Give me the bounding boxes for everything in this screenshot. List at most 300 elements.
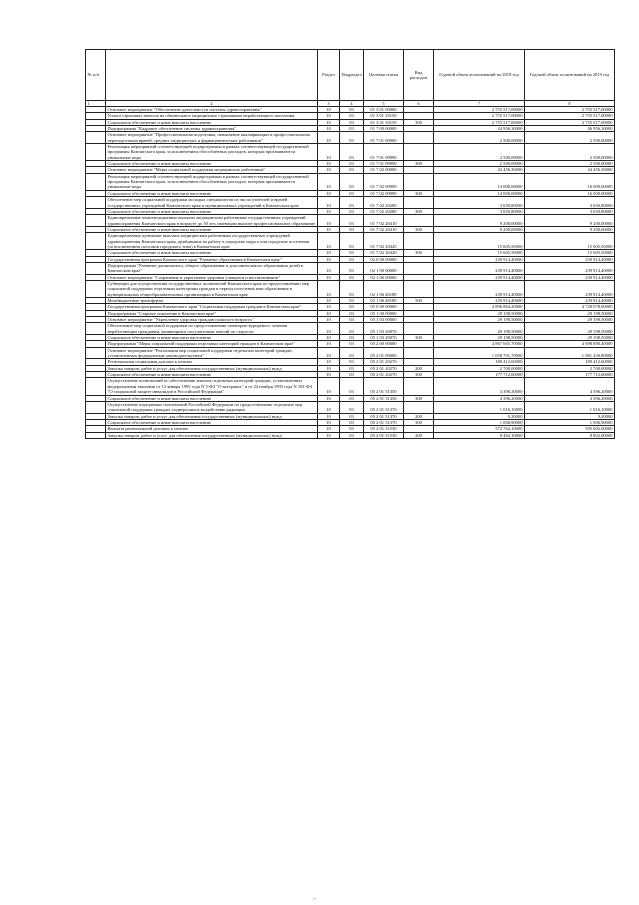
cell-podrazdel: 03 xyxy=(340,190,364,196)
cell-podrazdel: 03 xyxy=(340,226,364,232)
cell-vid xyxy=(404,197,434,209)
cell-target: 01 7 02 20280 xyxy=(364,208,404,214)
cell-razdel: 10 xyxy=(318,197,340,209)
cell-vid xyxy=(404,401,434,413)
col-header-2019: Годовой объем ассигнований на 2019 год xyxy=(525,50,615,101)
col-index: 1 xyxy=(86,101,106,107)
cell-2019: 9 200,00000 xyxy=(525,215,615,227)
cell-name: Закупка товаров, работ и услуг для обеспечения государственных (муниципальных) нужд xyxy=(106,413,318,419)
cell-name: Социальное обеспечение и иные выплаты населению xyxy=(106,161,318,167)
cell-vid: 300 xyxy=(404,119,434,125)
cell-target: 05 2 01 20270 xyxy=(364,365,404,371)
cell-2019: 46 956,30000 xyxy=(525,126,615,132)
cell-razdel: 10 xyxy=(318,280,340,297)
cell-target: 01 7 01 09990 xyxy=(364,161,404,167)
cell-target: 01 7 02 20420 xyxy=(364,250,404,256)
cell-name: Основное мероприятие "Профессиональная подготовка, повышение квалификации и профессиональная переподготовка врачей, средних медицинских и фармацевтических работников" xyxy=(106,132,318,144)
cell-razdel: 10 xyxy=(318,310,340,316)
cell-name: Социальное обеспечение и иные выплаты населению xyxy=(106,190,318,196)
table-row xyxy=(86,197,615,209)
cell-2018: 8 462,10000 xyxy=(434,432,525,438)
cell-target: 02 1 06 40180 xyxy=(364,298,404,304)
cell-razdel: 10 xyxy=(318,126,340,132)
cell-2019: 2 700,00000 xyxy=(525,365,615,371)
cell-num xyxy=(86,378,106,395)
cell-2018: 14 000,00000 xyxy=(434,190,525,196)
cell-num xyxy=(86,347,106,359)
cell-podrazdel: 03 xyxy=(340,372,364,378)
cell-razdel: 10 xyxy=(318,144,340,161)
cell-num xyxy=(86,215,106,227)
cell-name: Обеспечение мер социальной поддержки молодых специалистов из числа учителей и врачей государственных учреждений Камчатского края и муниципальных учреждений в Камчатском крае xyxy=(106,197,318,209)
cell-2019: 15 605,50000 xyxy=(525,233,615,250)
cell-2019: 2 755 517,00000 xyxy=(525,119,615,125)
cell-razdel: 10 xyxy=(318,161,340,167)
cell-2018: 29 198,50000 xyxy=(434,310,525,316)
cell-razdel: 10 xyxy=(318,256,340,262)
cell-target: 01 7 01 00000 xyxy=(364,132,404,144)
cell-2019: 2 500,00000 xyxy=(525,144,615,161)
cell-razdel: 10 xyxy=(318,395,340,401)
cell-2019: 239 914,40000 xyxy=(525,274,615,280)
table-row xyxy=(86,233,615,250)
cell-2018: 4 867 665,70000 xyxy=(434,341,525,347)
cell-target: 05 1 03 20070 xyxy=(364,335,404,341)
cell-2019: 29 198,50000 xyxy=(525,310,615,316)
cell-podrazdel: 03 xyxy=(340,310,364,316)
cell-2018: 29 198,50000 xyxy=(434,335,525,341)
cell-vid xyxy=(404,323,434,335)
cell-2018: 180 412,60000 xyxy=(434,359,525,365)
col-header-num: № п/п xyxy=(86,50,106,101)
cell-vid: 200 xyxy=(404,432,434,438)
cell-2018: 4 896 864,20000 xyxy=(434,304,525,310)
cell-2018: 2 755 517,00000 xyxy=(434,107,525,113)
cell-name: Государственная программа Камчатского края "Социальная поддержка граждан в Камчатском крае" xyxy=(106,304,318,310)
cell-name: Социальное обеспечение и иные выплаты населению xyxy=(106,395,318,401)
cell-podrazdel: 03 xyxy=(340,359,364,365)
cell-name: Социальное обеспечение и иные выплаты населению xyxy=(106,119,318,125)
cell-name: Социальное обеспечение и иные выплаты населению xyxy=(106,208,318,214)
cell-name: Обеспечение мер социальной поддержки по предоставлению санаторно-курортного лечения неработающим гражданам, являющимся получателями пенсий по старости xyxy=(106,323,318,335)
cell-num xyxy=(86,132,106,144)
cell-razdel: 10 xyxy=(318,298,340,304)
cell-name: Единовременные компенсационные выплаты медицинским работникам государственных учреждений здравоохранения Камчатского края в возрасте до 50 лет, имеющим высшее профессиональное образование xyxy=(106,215,318,227)
col-index: 7 xyxy=(434,101,525,107)
cell-name: Основное мероприятие "Сохранение и укрепление здоровья учащихся и воспитанников" xyxy=(106,274,318,280)
cell-2018: 1 006,90000 xyxy=(434,419,525,425)
cell-name: Социальное обеспечение и иные выплаты населению xyxy=(106,250,318,256)
cell-name: Субвенции для осуществления государственных полномочий Камчатского края по предоставлению мер социальной поддержки отдельным категориям граждан в период получения ими образования в муниципальных общеобразовательных организациях в Камчатском крае xyxy=(106,280,318,297)
cell-razdel: 10 xyxy=(318,304,340,310)
cell-name: Основное мероприятие "Обеспечение деятельности системы здравоохранения" xyxy=(106,107,318,113)
cell-vid: 300 xyxy=(404,226,434,232)
cell-target: 05 2 01 51370 xyxy=(364,413,404,419)
cell-2018: 572 762,10000 xyxy=(434,426,525,432)
cell-2019: 15 605,50000 xyxy=(525,250,615,256)
cell-razdel: 10 xyxy=(318,233,340,250)
cell-name: Уплата страховых взносов на обязательное медицинское страхование неработающего населения xyxy=(106,113,318,119)
cell-vid xyxy=(404,144,434,161)
cell-2018: 15 605,50000 xyxy=(434,250,525,256)
cell-razdel: 10 xyxy=(318,274,340,280)
cell-podrazdel: 03 xyxy=(340,347,364,359)
cell-vid xyxy=(404,378,434,395)
cell-target: 05 2 01 51370 xyxy=(364,419,404,425)
cell-2018: 239 914,40000 xyxy=(434,274,525,280)
cell-podrazdel: 03 xyxy=(340,378,364,395)
cell-num xyxy=(86,280,106,297)
cell-vid xyxy=(404,280,434,297)
table-row xyxy=(86,262,615,274)
cell-podrazdel: 03 xyxy=(340,335,364,341)
col-index: 6 xyxy=(404,101,434,107)
cell-razdel: 10 xyxy=(318,419,340,425)
cell-podrazdel: 03 xyxy=(340,113,364,119)
cell-2019: 1 006,90000 xyxy=(525,419,615,425)
cell-2019: 3 650,80000 xyxy=(525,197,615,209)
table-row xyxy=(86,144,615,161)
cell-target: 01 3 01 10150 xyxy=(364,119,404,125)
cell-2019: 2 500,00000 xyxy=(525,132,615,144)
cell-target: 01 7 02 00000 xyxy=(364,167,404,173)
cell-2018: 2 500,00000 xyxy=(434,144,525,161)
cell-2019: 239 914,40000 xyxy=(525,280,615,297)
cell-2019: 8 802,00000 xyxy=(525,432,615,438)
cell-vid xyxy=(404,173,434,190)
cell-razdel: 10 xyxy=(318,426,340,432)
cell-2018: 3 650,80000 xyxy=(434,197,525,209)
cell-podrazdel: 03 xyxy=(340,144,364,161)
cell-razdel: 10 xyxy=(318,372,340,378)
cell-name: Закупка товаров, работ и услуг для обеспечения государственных (муниципальных) нужд xyxy=(106,432,318,438)
cell-name: Региональная социальная доплата к пенсии xyxy=(106,359,318,365)
cell-2018: 177 712,60000 xyxy=(434,372,525,378)
cell-name: Единовременные денежные выплаты медицинским работникам государственных учреждений здравоохранения Камчатского края, прибывшим на работу в городские округа или городские поселения (за исключением поселков городского типа) в Камчатском крае xyxy=(106,233,318,250)
cell-2018: 239 914,40000 xyxy=(434,256,525,262)
cell-name: Подпрограмма "Кадровое обеспечение системы здравоохранения" xyxy=(106,126,318,132)
cell-2018: 9 200,00000 xyxy=(434,226,525,232)
cell-name: Подпрограмма "Развитие дошкольного, общего образования и дополнительного образования детей в Камчатском крае" xyxy=(106,262,318,274)
cell-vid: 300 xyxy=(404,395,434,401)
cell-2018: 239 914,40000 xyxy=(434,262,525,274)
cell-razdel: 10 xyxy=(318,262,340,274)
cell-podrazdel: 03 xyxy=(340,107,364,113)
table-row xyxy=(86,432,615,438)
cell-podrazdel: 03 xyxy=(340,119,364,125)
cell-target: 01 7 00 00000 xyxy=(364,126,404,132)
cell-target: 01 7 02 09990 xyxy=(364,173,404,190)
cell-name: Реализация мероприятий соответствующей подпрограммы в рамках соответствующей государственной программы Камчатского края, за исключением обособленных расходов, которым присваиваются уникальные коды xyxy=(106,144,318,161)
cell-2019: 29 198,50000 xyxy=(525,317,615,323)
cell-target: 01 7 01 09990 xyxy=(364,144,404,161)
cell-2019: 9,20000 xyxy=(525,413,615,419)
table-row xyxy=(86,347,615,359)
cell-target: 05 1 00 00000 xyxy=(364,310,404,316)
cell-vid xyxy=(404,233,434,250)
cell-vid: 300 xyxy=(404,372,434,378)
cell-podrazdel: 03 xyxy=(340,298,364,304)
cell-vid: 200 xyxy=(404,365,434,371)
cell-2018: 2 500,00000 xyxy=(434,161,525,167)
cell-name: Социальное обеспечение и иные выплаты населению xyxy=(106,226,318,232)
cell-2018: 239 914,40000 xyxy=(434,298,525,304)
cell-razdel: 10 xyxy=(318,317,340,323)
cell-2018: 1 058 701,70000 xyxy=(434,347,525,359)
col-index: 8 xyxy=(525,101,615,107)
cell-2019: 9 200,00000 xyxy=(525,226,615,232)
cell-vid: 300 xyxy=(404,161,434,167)
cell-2018: 2 700,00000 xyxy=(434,365,525,371)
cell-2018: 2 755 517,00000 xyxy=(434,113,525,119)
cell-2019: 595 602,00000 xyxy=(525,426,615,432)
cell-name: Выплата региональной доплаты к пенсии xyxy=(106,426,318,432)
cell-2018: 42 456,30000 xyxy=(434,167,525,173)
cell-num xyxy=(86,323,106,335)
cell-razdel: 10 xyxy=(318,119,340,125)
cell-target: 02 0 00 00000 xyxy=(364,256,404,262)
cell-podrazdel: 03 xyxy=(340,304,364,310)
cell-podrazdel: 03 xyxy=(340,274,364,280)
cell-razdel: 10 xyxy=(318,341,340,347)
cell-2018: 239 914,40000 xyxy=(434,280,525,297)
cell-target: 05 2 01 51530 xyxy=(364,426,404,432)
cell-target: 05 2 01 51530 xyxy=(364,432,404,438)
table-row xyxy=(86,173,615,190)
cell-target: 05 0 00 00000 xyxy=(364,304,404,310)
col-header-vid: Вид расходов xyxy=(404,50,434,101)
cell-podrazdel: 03 xyxy=(340,280,364,297)
cell-vid xyxy=(404,347,434,359)
cell-podrazdel: 03 xyxy=(340,432,364,438)
cell-name: Социальное обеспечение и иные выплаты населению xyxy=(106,372,318,378)
cell-podrazdel: 03 xyxy=(340,365,364,371)
cell-vid xyxy=(404,262,434,274)
cell-target: 01 3 01 10150 xyxy=(364,113,404,119)
cell-vid: 300 xyxy=(404,419,434,425)
cell-vid: 300 xyxy=(404,190,434,196)
cell-num xyxy=(86,173,106,190)
cell-2018: 29 198,50000 xyxy=(434,323,525,335)
col-header-2018: Годовой объем ассигнований на 2018 год xyxy=(434,50,525,101)
cell-target: 05 2 01 51350 xyxy=(364,378,404,395)
cell-2019: 239 914,40000 xyxy=(525,298,615,304)
cell-podrazdel: 03 xyxy=(340,208,364,214)
cell-2019: 2 755 517,00000 xyxy=(525,113,615,119)
cell-2018: 4 396,20000 xyxy=(434,378,525,395)
cell-2019: 44 456,30000 xyxy=(525,167,615,173)
cell-2018: 44 956,30000 xyxy=(434,126,525,132)
cell-name: Осуществление полномочий по обеспечению жильем отдельных категорий граждан, установленных федеральными законами от 12 января 1995 года N 5-ФЗ "О ветеранах" и от 24 ноября 1995 года N 181-ФЗ "О социальной защите инвалидов в Российской Федерации" xyxy=(106,378,318,395)
cell-podrazdel: 03 xyxy=(340,173,364,190)
col-index: 3 xyxy=(318,101,340,107)
budget-document xyxy=(85,49,614,439)
table-row xyxy=(86,132,615,144)
cell-num xyxy=(86,197,106,209)
budget-table xyxy=(85,49,615,439)
cell-target: 02 1 00 00000 xyxy=(364,262,404,274)
cell-2019: 1 081 430,80000 xyxy=(525,347,615,359)
cell-name: Основное мероприятие "Меры социальной поддержки медицинских работников" xyxy=(106,167,318,173)
cell-2019: 177 712,60000 xyxy=(525,372,615,378)
cell-vid: 300 xyxy=(404,250,434,256)
cell-2018: 9,20000 xyxy=(434,413,525,419)
cell-podrazdel: 03 xyxy=(340,262,364,274)
cell-podrazdel: 03 xyxy=(340,167,364,173)
cell-2019: 239 914,40000 xyxy=(525,256,615,262)
cell-2018: 29 198,50000 xyxy=(434,317,525,323)
cell-podrazdel: 03 xyxy=(340,132,364,144)
cell-podrazdel: 03 xyxy=(340,215,364,227)
cell-target: 05 1 03 00000 xyxy=(364,317,404,323)
cell-2018: 2 755 517,00000 xyxy=(434,119,525,125)
cell-podrazdel: 03 xyxy=(340,419,364,425)
cell-target: 05 2 01 20270 xyxy=(364,372,404,378)
cell-target: 05 2 01 20270 xyxy=(364,359,404,365)
cell-podrazdel: 03 xyxy=(340,250,364,256)
cell-2019: 4 698 880,40000 xyxy=(525,341,615,347)
cell-2018: 4 396,20000 xyxy=(434,395,525,401)
table-row xyxy=(86,378,615,395)
cell-razdel: 10 xyxy=(318,365,340,371)
cell-2018: 3 650,80000 xyxy=(434,208,525,214)
page-mark: ~ xyxy=(313,897,317,903)
cell-2018: 2 500,00000 xyxy=(434,132,525,144)
cell-2019: 16 000,00000 xyxy=(525,173,615,190)
cell-razdel: 10 xyxy=(318,215,340,227)
cell-name: Основное мероприятие "Реализация мер социальной поддержки отдельных категорий граждан, установленных федеральным законодательством" xyxy=(106,347,318,359)
cell-podrazdel: 03 xyxy=(340,317,364,323)
cell-vid xyxy=(404,132,434,144)
cell-2019: 180 412,60000 xyxy=(525,359,615,365)
cell-name: Осуществление переданных полномочий Российской Федерации по предоставлению отдельных мер социальной поддержки граждан, подвергшихся воздействию радиации xyxy=(106,401,318,413)
cell-razdel: 10 xyxy=(318,132,340,144)
cell-name: Подпрограмма "Старшее поколение в Камчатском крае" xyxy=(106,310,318,316)
cell-2019: 4 728 078,90000 xyxy=(525,304,615,310)
cell-name: Основное мероприятие "Укрепление здоровья граждан пожилого возраста " xyxy=(106,317,318,323)
col-index: 4 xyxy=(340,101,364,107)
cell-podrazdel: 03 xyxy=(340,341,364,347)
table-row xyxy=(86,323,615,335)
cell-podrazdel: 03 xyxy=(340,161,364,167)
cell-target: 05 2 01 51370 xyxy=(364,401,404,413)
cell-2019: 16 000,00000 xyxy=(525,190,615,196)
cell-2019: 4 396,20000 xyxy=(525,395,615,401)
cell-target: 05 1 03 20070 xyxy=(364,323,404,335)
cell-podrazdel: 03 xyxy=(340,126,364,132)
cell-vid: 200 xyxy=(404,413,434,419)
cell-vid xyxy=(404,215,434,227)
cell-target: 02 1 06 00000 xyxy=(364,274,404,280)
cell-target: 01 3 01 00000 xyxy=(364,107,404,113)
cell-razdel: 10 xyxy=(318,113,340,119)
cell-razdel: 10 xyxy=(318,347,340,359)
cell-num xyxy=(86,233,106,250)
cell-target: 05 2 00 00000 xyxy=(364,341,404,347)
cell-2019: 29 198,50000 xyxy=(525,335,615,341)
col-header-name xyxy=(106,50,318,101)
cell-vid: 300 xyxy=(404,208,434,214)
cell-podrazdel: 03 xyxy=(340,233,364,250)
cell-target: 01 7 02 09990 xyxy=(364,190,404,196)
cell-name: Закупка товаров, работ и услуг для обеспечения государственных (муниципальных) нужд xyxy=(106,365,318,371)
cell-2018: 15 605,50000 xyxy=(434,233,525,250)
cell-target: 05 2 01 51350 xyxy=(364,395,404,401)
cell-2019: 2 500,00000 xyxy=(525,161,615,167)
cell-razdel: 10 xyxy=(318,173,340,190)
table-row xyxy=(86,401,615,413)
cell-razdel: 10 xyxy=(318,107,340,113)
cell-podrazdel: 03 xyxy=(340,256,364,262)
table-row xyxy=(86,215,615,227)
cell-razdel: 10 xyxy=(318,413,340,419)
cell-podrazdel: 03 xyxy=(340,401,364,413)
cell-razdel: 10 xyxy=(318,335,340,341)
cell-name: Реализация мероприятий соответствующей подпрограммы в рамках соответствующей государственной программы Камчатского края, за исключением обособленных расходов, которым присваиваются уникальные коды xyxy=(106,173,318,190)
cell-2018: 14 000,00000 xyxy=(434,173,525,190)
cell-razdel: 10 xyxy=(318,323,340,335)
cell-num xyxy=(86,144,106,161)
cell-razdel: 10 xyxy=(318,167,340,173)
cell-name: Социальное обеспечение и иные выплаты населению xyxy=(106,335,318,341)
cell-2019: 239 914,40000 xyxy=(525,262,615,274)
col-index: 2 xyxy=(106,101,318,107)
cell-2019: 2 755 517,00000 xyxy=(525,107,615,113)
cell-podrazdel: 03 xyxy=(340,323,364,335)
cell-2018: 9 200,00000 xyxy=(434,215,525,227)
table-body xyxy=(86,107,615,439)
cell-name: Социальное обеспечение и иные выплаты населению xyxy=(106,419,318,425)
cell-podrazdel: 03 xyxy=(340,413,364,419)
cell-name: Подпрограмма "Меры социальной поддержки отдельных категорий граждан в Камчатском крае" xyxy=(106,341,318,347)
cell-target: 02 1 06 40180 xyxy=(364,280,404,297)
col-header-razdel: Раздел xyxy=(318,50,340,101)
col-header-podrazdel: Подраздел xyxy=(340,50,364,101)
cell-razdel: 10 xyxy=(318,226,340,232)
cell-vid: 300 xyxy=(404,335,434,341)
cell-num xyxy=(86,401,106,413)
cell-vid: 500 xyxy=(404,298,434,304)
col-header-target: Целевая статья xyxy=(364,50,404,101)
cell-num xyxy=(86,262,106,274)
cell-num xyxy=(86,432,106,438)
cell-podrazdel: 03 xyxy=(340,426,364,432)
col-index: 5 xyxy=(364,101,404,107)
cell-name: Межбюджетные трансферты xyxy=(106,298,318,304)
table-header-row xyxy=(86,50,615,101)
cell-2018: 1 016,10000 xyxy=(434,401,525,413)
cell-2019: 3 650,80000 xyxy=(525,208,615,214)
cell-target: 01 7 02 20410 xyxy=(364,226,404,232)
cell-razdel: 10 xyxy=(318,359,340,365)
cell-razdel: 10 xyxy=(318,432,340,438)
cell-target: 01 7 02 20420 xyxy=(364,233,404,250)
cell-target: 01 7 02 20280 xyxy=(364,197,404,209)
cell-2019: 4 396,20000 xyxy=(525,378,615,395)
cell-razdel: 10 xyxy=(318,250,340,256)
cell-name: Государственная программа Камчатского края "Развитие образования в Камчатском крае" xyxy=(106,256,318,262)
cell-razdel: 10 xyxy=(318,401,340,413)
cell-razdel: 10 xyxy=(318,378,340,395)
table-row xyxy=(86,280,615,297)
cell-podrazdel: 03 xyxy=(340,197,364,209)
cell-2019: 29 198,50000 xyxy=(525,323,615,335)
cell-razdel: 10 xyxy=(318,190,340,196)
cell-razdel: 10 xyxy=(318,208,340,214)
cell-2019: 1 016,10000 xyxy=(525,401,615,413)
cell-podrazdel: 03 xyxy=(340,395,364,401)
cell-target: 01 7 02 20410 xyxy=(364,215,404,227)
